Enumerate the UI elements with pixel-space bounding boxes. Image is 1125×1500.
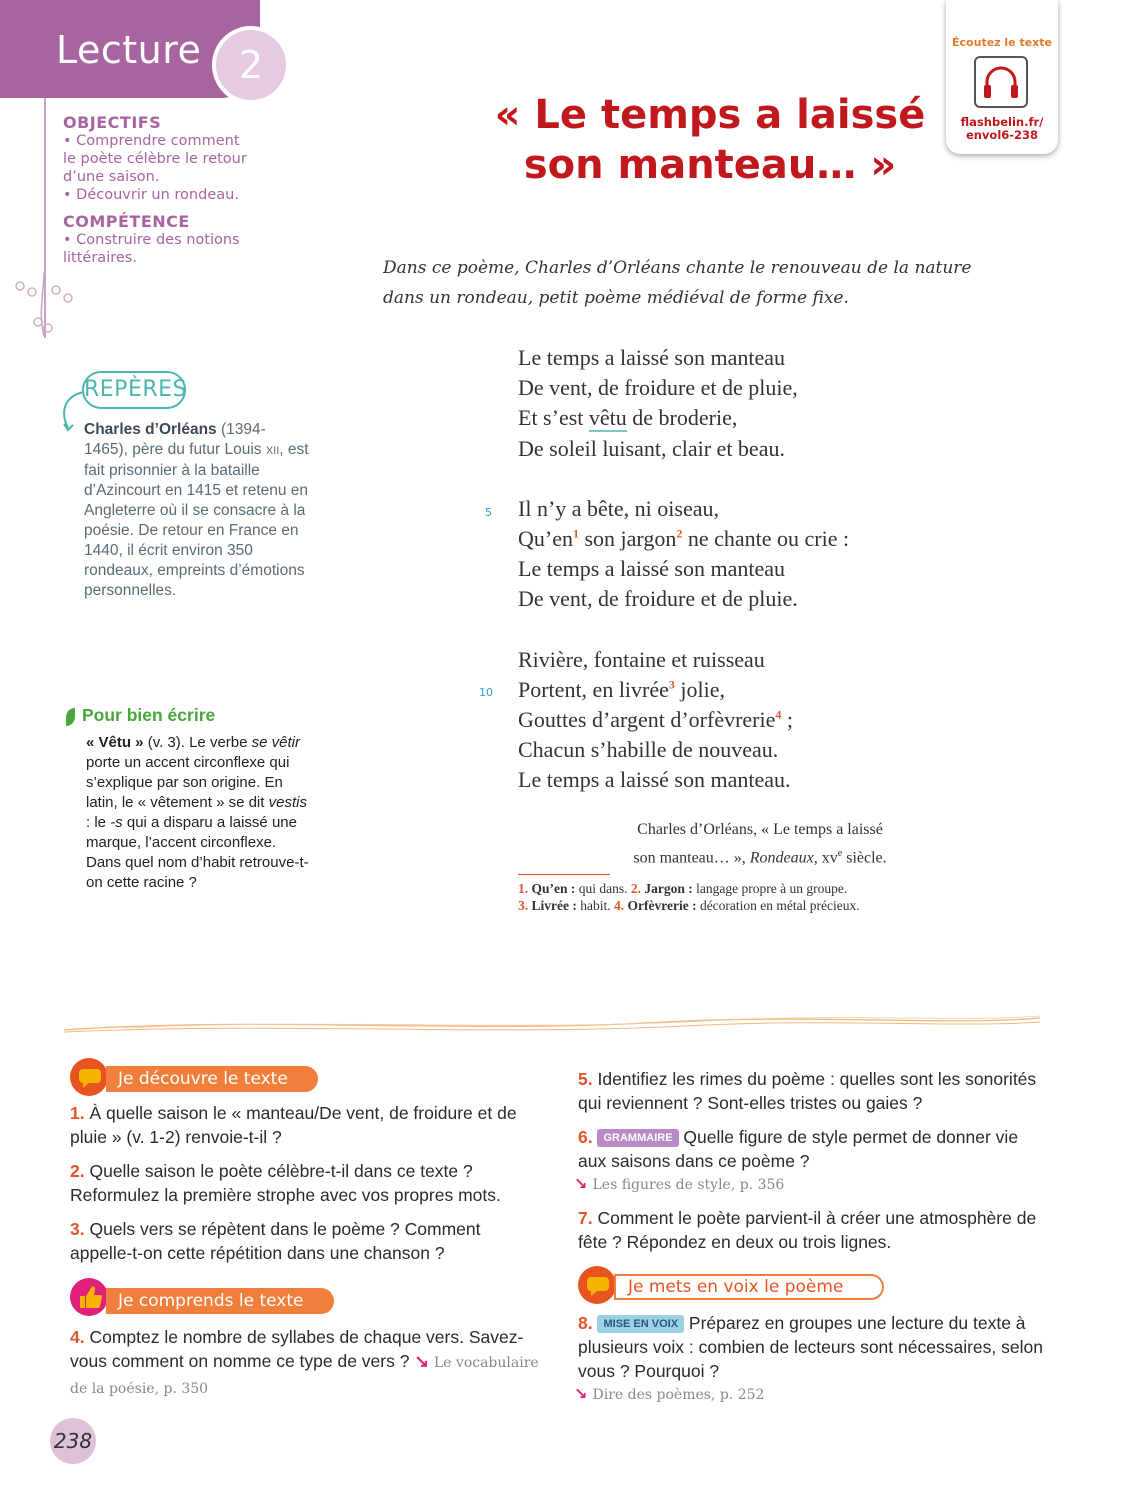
footnote-ref: 2 (676, 526, 683, 541)
footnote-ref: 4 (775, 707, 782, 722)
poem-line: $Qu’en^1$ son jargon$^2$ ne chante ou crie : (518, 525, 850, 551)
competence-item: • Construire des notions littéraires. (63, 232, 240, 266)
question-3: 3. Quels vers se répètent dans le poème ? Comment appelle-t-on cette répétition dans une chanson ? (70, 1219, 481, 1263)
speech-bubble-icon (70, 1058, 108, 1096)
poem-line: De vent, de froidure et de pluie. (518, 586, 798, 612)
title-line1: « Le temps a laissé (494, 92, 926, 138)
poem (518, 343, 1018, 795)
poem-line: De soleil luisant, clair et beau. (518, 435, 785, 461)
objective-item: • Découvrir un rondeau. (63, 187, 239, 203)
poem-line: Il n’y a bête, ni oiseau, (518, 495, 719, 521)
audio-link-line1: flashbelin.fr/ (960, 115, 1044, 129)
flower-decoration-icon (8, 272, 78, 338)
reperes-badge: REPÈRES (82, 371, 186, 409)
source-line1: Charles d’Orléans, « Le temps a laissé (637, 821, 883, 838)
footnote-line: 1. Qu’en : qui dans. 2. Jargon : langage propre à un groupe. (518, 881, 848, 896)
title-line2: son manteau… » (523, 142, 897, 188)
poem-line: Le temps a laissé son manteau (518, 556, 785, 582)
mise-en-voix-tag: MISE EN VOIX (597, 1315, 684, 1333)
lecture-number: 2 (212, 26, 290, 104)
verse-number: 10 (479, 686, 493, 699)
wave-separator (64, 1010, 1040, 1038)
footnote-rule (518, 874, 610, 875)
audio-title: Écoutez le texte (952, 36, 1052, 49)
verse-number: 5 (485, 506, 492, 519)
poem-line: De vent, de froidure et de pluie, (518, 375, 798, 401)
leaf-icon (66, 708, 75, 726)
question-5: 5. Identifiez les rimes du poème : quelles sont les sonorités qui reviennent ? Sont-elles tristes ou gaies ? (578, 1069, 1037, 1113)
reperes-text: Charles d’Orléans (1394-1465), père du futur Louis XII, est fait prisonnier à la bataille d’Azincourt en 1415 et retenu en Angleterre où il se consacre à la poésie. De retour en France en 1440, il écrit environ 350 rondeaux, empreints d’émotions personnelles. (84, 421, 309, 599)
question-2: 2. Quelle saison le poète célèbre-t-il dans ce texte ? Reformulez la première strophe avec vos propres mots. (70, 1161, 501, 1205)
voix-heading: Je mets en voix le poème (614, 1274, 884, 1300)
question-4: 4. Comptez le nombre de syllabes de chaque vers. Savez-vous comment on nomme ce type de vers ? ↘ Le vocabulaire de la poésie, p. 350 (70, 1327, 539, 1397)
question-1: 1. À quelle saison le « manteau/De vent, de froidure et de pluie » (v. 1-2) renvoie-t-il ? (70, 1103, 517, 1147)
question-6: 6. GRAMMAIRE Quelle figure de style permet de donner vie aux saisons dans ce poème ? (578, 1127, 1019, 1171)
footnotes (518, 880, 938, 914)
poem-source (560, 818, 960, 870)
pour-bien-ecrire-heading: Pour bien écrire (82, 705, 216, 725)
intro-line1: Dans ce poème, Charles d’Orléans chante le renouveau de la nature (383, 258, 972, 278)
poem-title (430, 90, 990, 190)
audio-link-line2: envol6-238 (965, 128, 1039, 142)
objectives-block (63, 113, 253, 267)
poem-line: Gouttes d’argent d’orfèvrerie$^4$ ; (518, 706, 793, 732)
comprends-heading: Je comprends le texte (106, 1288, 334, 1314)
grammaire-tag: GRAMMAIRE (597, 1129, 678, 1147)
speech-bubble-icon (578, 1266, 616, 1304)
poem-line: Rivière, fontaine et ruisseau (518, 646, 765, 672)
source-line2: son manteau… », Rondeaux, $xv^e$ siècle. (633, 848, 887, 867)
question-7: 7. Comment le poète parvient-il à créer une atmosphère de fête ? Répondez en deux ou trois lignes. (578, 1208, 1037, 1252)
lecture-label: Lecture (56, 28, 202, 72)
intro-text (383, 253, 1033, 313)
question-8: 8. MISE EN VOIX Préparez en groupes une lecture du texte à plusieurs voix : combien de lecteurs sont nécessaires, selon vous ? Pourquoi ? (578, 1313, 1043, 1381)
objectives-heading: OBJECTIFS (63, 113, 162, 132)
pour-bien-ecrire-text: « Vêtu » (v. 3). Le verbe se vêtir porte un accent circonflexe qui s’explique par son origine. En latin, le « vêtement » se dit vestis : le -s qui a disparu a laissé une marque, l’accent circonflexe. Dans quel nom d’habit retrouve-t-on cette racine ? (86, 734, 309, 891)
objective-item: • Comprendre comment le poète célèbre le retour d’une saison. (63, 133, 247, 185)
competence-heading: COMPÉTENCE (63, 212, 190, 231)
poem-line: Portent, en livrée$^3$ jolie, (518, 676, 726, 702)
ref-link-poemes[interactable]: ↘ Dire des poèmes, p. 252 (574, 1384, 765, 1403)
footnote-ref: 3 (668, 677, 675, 692)
decouvre-heading: Je découvre le texte (106, 1066, 318, 1092)
poem-line: Le temps a laissé son manteau. (518, 767, 791, 793)
thumbs-up-icon (70, 1278, 108, 1316)
poem-line: Chacun s’habille de nouveau. (518, 737, 779, 763)
poem-line: Le temps a laissé son manteau (518, 345, 785, 370)
intro-line2: dans un rondeau, petit poème médiéval de forme fixe. (383, 288, 849, 308)
footnote-line: 3. Livrée : habit. 4. Orfèvrerie : décoration en métal précieux. (518, 898, 860, 913)
poem-line: Et s’est vêtu de broderie, (518, 405, 738, 431)
page-number: 238 (50, 1418, 96, 1464)
vetu-word: vêtu (588, 405, 627, 431)
ref-link-figures[interactable]: ↘ Les figures de style, p. 356 (574, 1174, 785, 1193)
footnote-ref: 1 (572, 526, 579, 541)
